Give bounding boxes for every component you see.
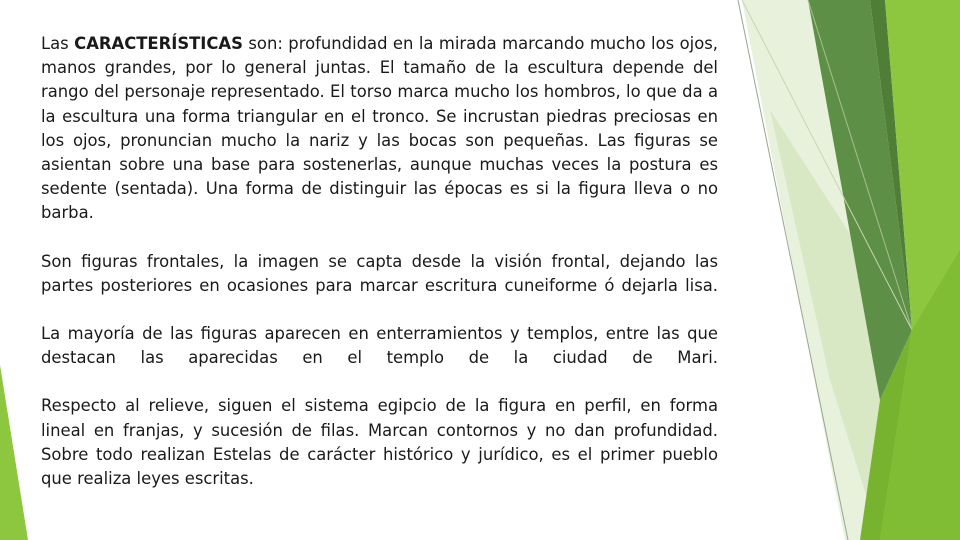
left-green-triangle xyxy=(0,365,28,540)
paragraph-1-text: son: profundidad en la mirada marcando mucho los ojos, manos grandes, por lo general juntas. El tamaño de la escultura depende del rango del personaje representado. El torso marca mucho los hombros, lo que da a la escultura una forma triangular en el tronco. Se incrustan piedras preciosas en los ojos, pronuncian mucho la nariz y las bocas son pequeñas. Las figuras se asientan sobre una base para sostenerlas, aunque muchas veces la postura es sedente (sentada). Una forma de distinguir las épocas es si la figura lleva o no barba. xyxy=(41,34,718,223)
paragraph-characteristics xyxy=(41,32,718,226)
paragraph-relief: Respecto al relieve, siguen el sistema egipcio de la figura en perfil, en forma lineal en franjas, y sucesión de filas. Marcan contornos y no dan profundidad. Sobre todo realizan Estelas de carácter histórico y jurídico, es el primer pueblo que realiza leyes escritas. xyxy=(41,396,718,489)
paragraph-frontal-figures: Son figuras frontales, la imagen se capta desde la visión frontal, dejando las partes posteriores en ocasiones para marcar escritura cuneiforme ó dejarla lisa. xyxy=(41,251,718,295)
paragraph-burials-temples: La mayoría de las figuras aparecen en enterramientos y templos, entre las que destacan las aparecidas en el templo de la ciudad de Mari. xyxy=(41,324,718,368)
paragraph-1-lead: Las xyxy=(41,34,75,53)
paragraph-1-keyword: CARACTERÍSTICAS xyxy=(74,34,243,53)
body-text xyxy=(41,32,718,491)
